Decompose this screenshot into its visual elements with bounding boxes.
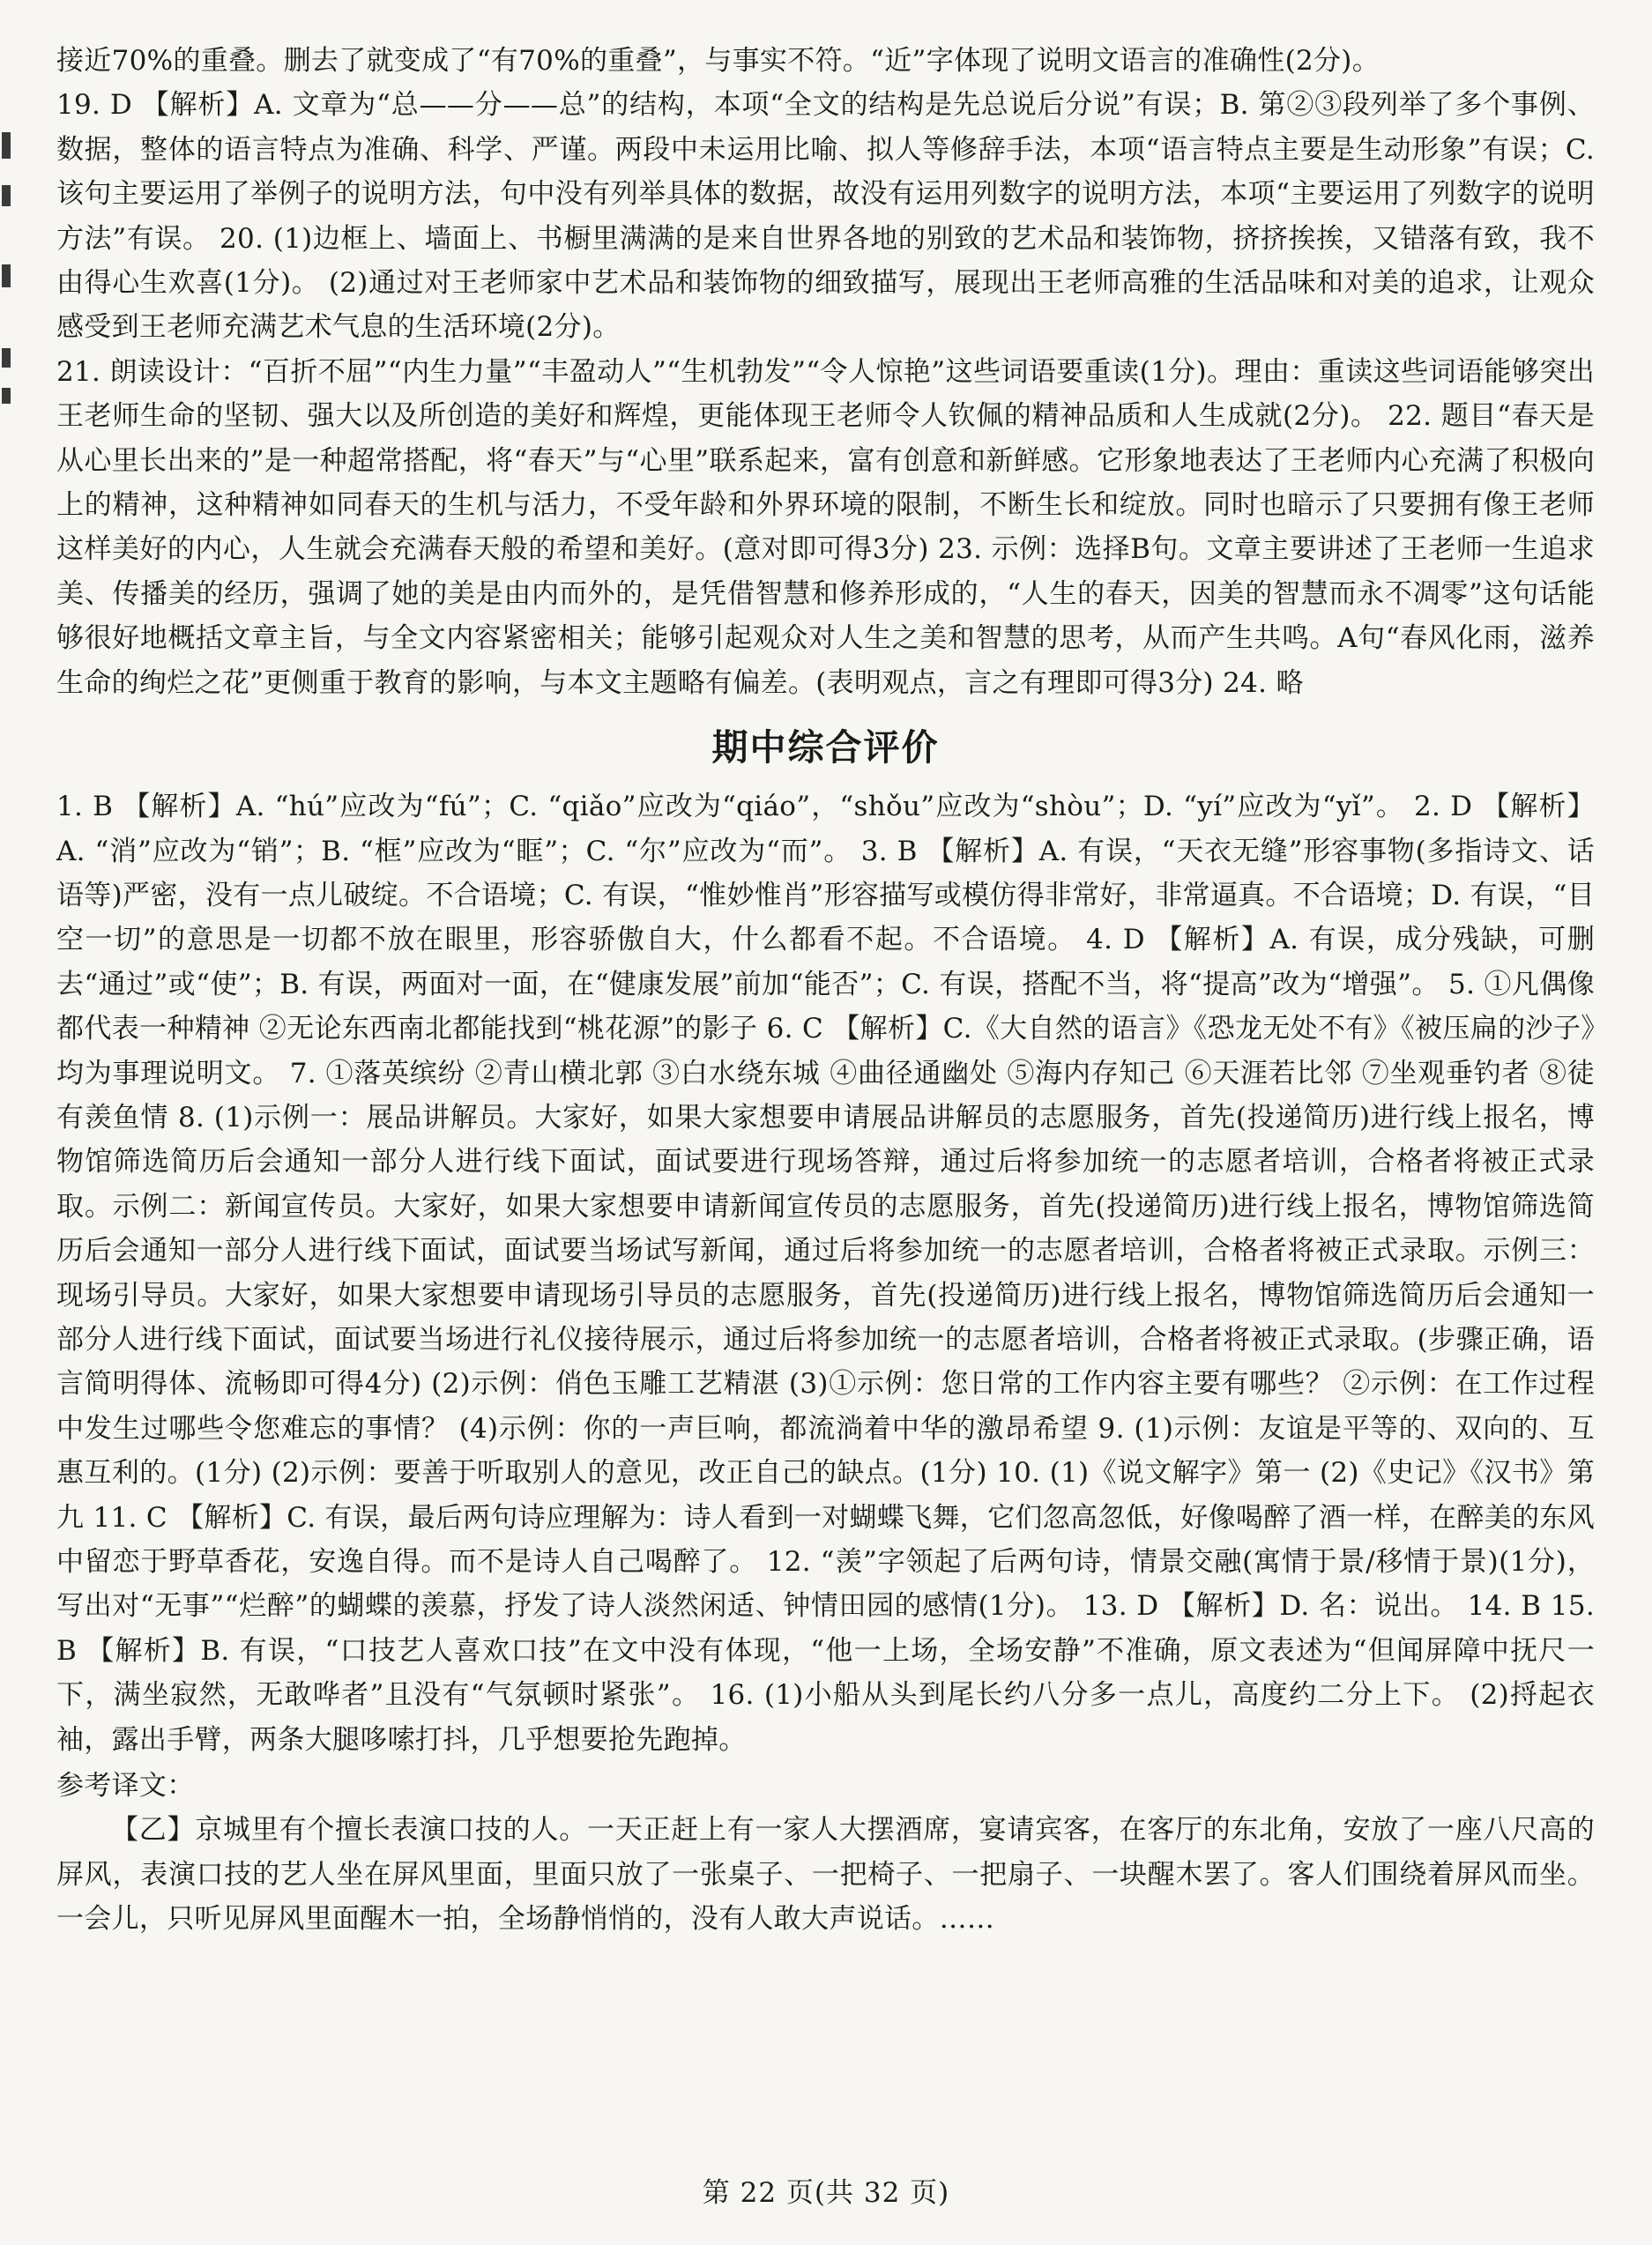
binding-edge-mark xyxy=(2,132,11,159)
page-number-footer: 第 22 页(共 32 页) xyxy=(702,2177,950,2209)
continuation-text: 接近70%的重叠。删去了就变成了“有70%的重叠”，与事实不符。“近”字体现了说明文语言的准确性(2分)。 xyxy=(56,45,1380,77)
binding-edge-mark xyxy=(2,348,11,368)
binding-edge-mark xyxy=(2,264,11,287)
translation-text: 【乙】京城里有个擅长表演口技的人。一天正赶上有一家人大摆酒席，宴请宾客，在客厅的东北角，安放了一座八尺高的屏风，表演口技的艺人坐在屏风里面，里面只放了一张桌子、一把椅子、一把扇子、一块醒木罢了。客人们围绕着屏风而坐。一会儿，只听见屏风里面醒木一拍，全场静悄悄的，没有人敢大声说话。…… xyxy=(56,1814,1595,1936)
binding-edge-mark xyxy=(2,388,11,404)
answers-19-20: 19. D 【解析】A. 文章为“总——分——总”的结构，本项“全文的结构是先总说后分说”有误；B. 第②③段列举了多个事例、数据，整体的语言特点为准确、科学、严谨。两段中未运用比喻、拟人等修辞手法，本项“语言特点主要是生动形象”有误；C. 该句主要运用了举例子的说明方法，句中没有列举具体的数据，故没有运用列数字的说明方法，本项“主要运用了列数字的说明方法”有误。 20. (1)边框上、墙面上、书橱里满满的是来自世界各地的别致的艺术品和装饰物，挤挤挨挨，又错落有致，我不由得心生欢喜(1分)。 (2)通过对王老师家中艺术品和装饰物的细致描写，展现出王老师高雅的生活品味和对美的追求，让观众感受到王老师充满艺术气息的生活环境(2分)。 xyxy=(56,89,1595,344)
answers-21-24: 21. 朗读设计：“百折不屈”“内生力量”“丰盈动人”“生机勃发”“令人惊艳”这些词语要重读(1分)。理由：重读这些词语能够突出王老师生命的坚韧、强大以及所创造的美好和辉煌，更能体现王老师令人钦佩的精神品质和人生成就(2分)。 22. 题目“春天是从心里长出来的”是一种超常搭配，将“春天”与“心里”联系起来，富有创意和新鲜感。它形象地表达了王老师内心充满了积极向上的精神，这种精神如同春天的生机与活力，不受年龄和外界环境的限制，不断生长和绽放。同时也暗示了只要拥有像王老师这样美好的内心，人生就会充满春天般的希望和美好。(意对即可得3分) 23. 示例：选择B句。文章主要讲述了王老师一生追求美、传播美的经历，强调了她的美是由内而外的，是凭借智慧和修养形成的，“人生的春天，因美的智慧而永不凋零”这句话能够很好地概括文章主旨，与全文内容紧密相关；能够引起观众对人生之美和智慧的思考，从而产生共鸣。A句“春风化雨，滋养生命的绚烂之花”更侧重于教育的影响，与本文主题略有偏差。(表明观点，言之有理即可得3分) 24. 略 xyxy=(56,355,1595,699)
section-title: 期中综合评价 xyxy=(711,726,940,769)
binding-edge-mark xyxy=(2,185,11,206)
translation-label: 参考译文： xyxy=(56,1770,195,1803)
answer-page xyxy=(56,39,1595,1942)
midterm-answers: 1. B 【解析】A. “hú”应改为“fú”；C. “qiǎo”应改为“qiáo”，“shǒu”应改为“shòu”；D. “yí”应改为“yǐ”。 2. D 【解析】A. “消”应改为“销”；B. “框”应改为“眶”；C. “尔”应改为“而”。 3. B 【解析】A. 有误，“天衣无缝”形容事物(多指诗文、话语等)严密，没有一点儿破绽。不合语境；C. 有误，“惟妙惟肖”形容描写或模仿得非常好，非常逼真。不合语境；D. 有误，“目空一切”的意思是一切都不放在眼里，形容骄傲自大，什么都看不起。不合语境。 4. D 【解析】A. 有误，成分残缺，可删去“通过”或“使”；B. 有误，两面对一面，在“健康发展”前加“能否”；C. 有误，搭配不当，将“提高”改为“增强”。 5. ①凡偶像都代表一种精神 ②无论东西南北都能找到“桃花源”的影子 6. C 【解析】C.《大自然的语言》《恐龙无处不有》《被压扁的沙子》均为事理说明文。 7. ①落英缤纷 ②青山横北郭 ③白水绕东城 ④曲径通幽处 ⑤海内存知己 ⑥天涯若比邻 ⑦坐观垂钓者 ⑧徒有羡鱼情 8. (1)示例一：展品讲解员。大家好，如果大家想要申请展品讲解员的志愿服务，首先(投递简历)进行线上报名，博物馆筛选简历后会通知一部分人进行线下面试，面试要进行现场答辩，通过后将参加统一的志愿者培训，合格者将被正式录取。示例二：新闻宣传员。大家好，如果大家想要申请新闻宣传员的志愿服务，首先(投递简历)进行线上报名，博物馆筛选简历后会通知一部分人进行线下面试，面试要当场试写新闻，通过后将参加统一的志愿者培训，合格者将被正式录取。示例三：现场引导员。大家好，如果大家想要申请现场引导员的志愿服务，首先(投递简历)进行线上报名，博物馆筛选简历后会通知一部分人进行线下面试，面试要当场进行礼仪接待展示，通过后将参加统一的志愿者培训，合格者将被正式录取。(步骤正确，语言简明得体、流畅即可得4分) (2)示例：俏色玉雕工艺精湛 (3)①示例：您日常的工作内容主要有哪些？ ②示例：在工作过程中发生过哪些令您难忘的事情？ (4)示例：你的一声巨响，都流淌着中华的激昂希望 9. (1)示例：友谊是平等的、双向的、互惠互利的。(1分) (2)示例：要善于听取别人的意见，改正自己的缺点。(1分) 10. (1)《说文解字》第一 (2)《史记》《汉书》第九 11. C 【解析】C. 有误，最后两句诗应理解为：诗人看到一对蝴蝶飞舞，它们忽高忽低，好像喝醉了酒一样，在醉美的东风中留恋于野草香花，安逸自得。而不是诗人自己喝醉了。 12. “羡”字领起了后两句诗，情景交融(寓情于景/移情于景)(1分)，写出对“无事”“烂醉”的蝴蝶的羡慕，抒发了诗人淡然闲适、钟情田园的感情(1分)。 13. D 【解析】D. 名：说出。 14. B 15. B 【解析】B. 有误，“口技艺人喜欢口技”在文中没有体现，“他一上场，全场安静”不准确，原文表述为“但闻屏障中抚尺一下，满坐寂然，无敢哗者”且没有“气氛顿时紧张”。 16. (1)小船从头到尾长约八分多一点儿，高度约二分上下。 (2)捋起衣袖，露出手臂，两条大腿哆嗦打抖，几乎想要抢先跑掉。 xyxy=(56,791,1595,1756)
